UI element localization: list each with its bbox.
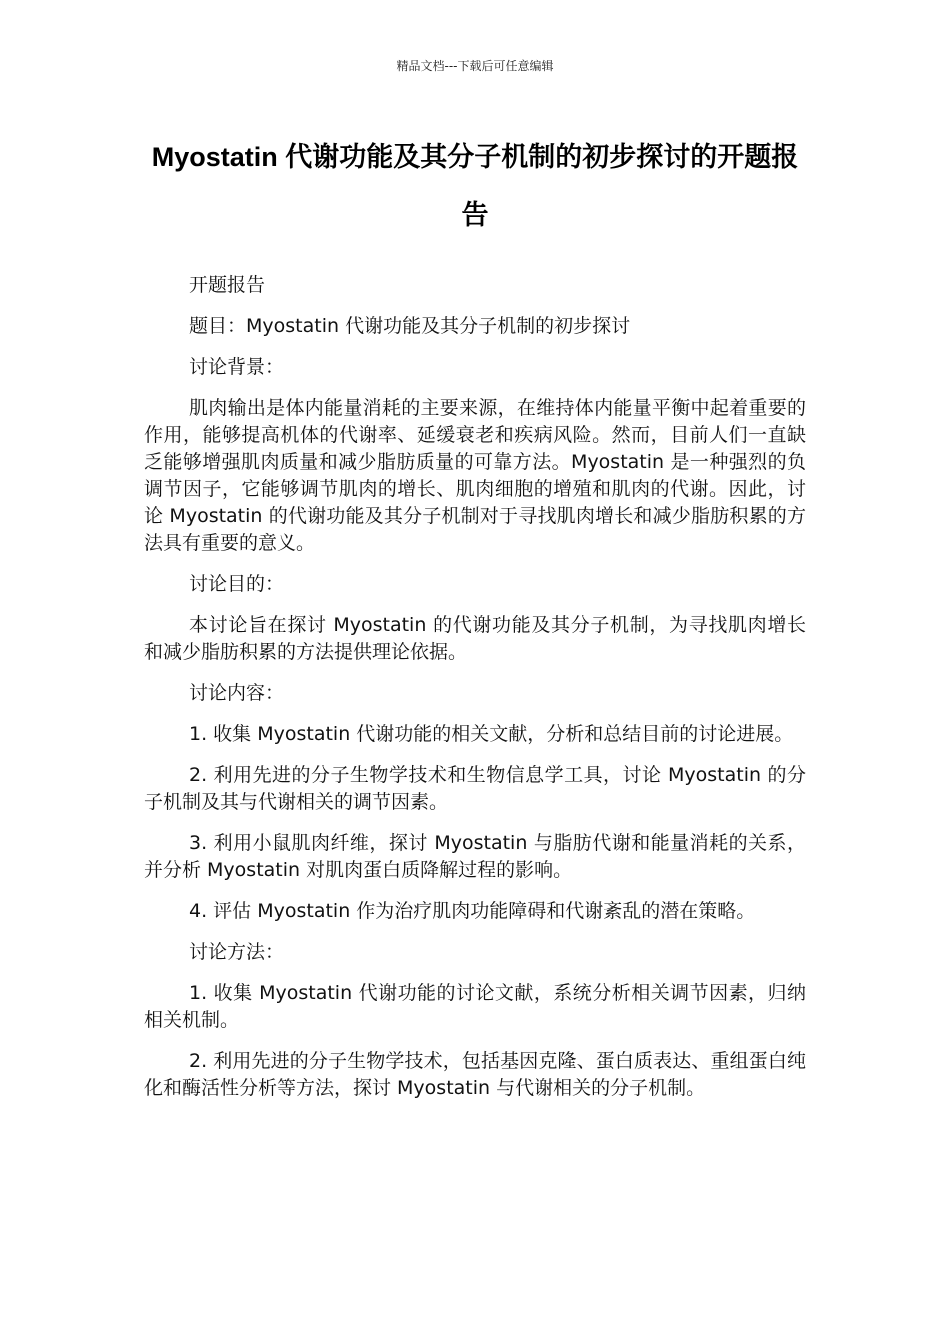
page-header-note: 精品文档---下载后可任意编辑 xyxy=(396,59,554,73)
background-heading: 讨论背景： xyxy=(189,356,285,378)
purpose-paragraph: 本讨论旨在探讨 Myostatin 的代谢功能及其分子机制，为寻找肌肉增长和减少脂肪积累的方法提供理论依据。 xyxy=(144,614,806,663)
content-item: 1. 收集 Myostatin 代谢功能的相关文献，分析和总结目前的讨论进展。 xyxy=(189,723,794,745)
document-title: Myostatin 代谢功能及其分子机制的初步探讨的开题报告 xyxy=(151,142,799,230)
content-item: 3. 利用小鼠肌肉纤维，探讨 Myostatin 与脂肪代谢和能量消耗的关系，并分析 Myostatin 对肌肉蛋白质降解过程的影响。 xyxy=(144,832,806,881)
content-heading: 讨论内容： xyxy=(189,682,285,704)
report-label: 开题报告 xyxy=(189,274,266,296)
purpose-heading: 讨论目的： xyxy=(189,573,285,595)
subject-line: 题目：Myostatin 代谢功能及其分子机制的初步探讨 xyxy=(189,315,631,337)
content-item: 2. 利用先进的分子生物学技术和生物信息学工具，讨论 Myostatin 的分子机制及其与代谢相关的调节因素。 xyxy=(144,764,806,813)
method-item: 1. 收集 Myostatin 代谢功能的讨论文献，系统分析相关调节因素，归纳相关机制。 xyxy=(144,982,806,1031)
document-body xyxy=(144,272,806,1116)
method-heading: 讨论方法： xyxy=(189,941,285,963)
content-item: 4. 评估 Myostatin 作为治疗肌肉功能障碍和代谢紊乱的潜在策略。 xyxy=(189,900,756,922)
method-item: 2. 利用先进的分子生物学技术，包括基因克隆、蛋白质表达、重组蛋白纯化和酶活性分析等方法，探讨 Myostatin 与代谢相关的分子机制。 xyxy=(144,1050,806,1099)
background-paragraph: 肌肉输出是体内能量消耗的主要来源，在维持体内能量平衡中起着重要的作用，能够提高机体的代谢率、延缓衰老和疾病风险。然而，目前人们一直缺乏能够增强肌肉质量和减少脂肪质量的可靠方法。Myostatin 是一种强烈的负调节因子，它能够调节肌肉的增长、肌肉细胞的增殖和肌肉的代谢。因此，讨论 Myostatin 的代谢功能及其分子机制对于寻找肌肉增长和减少脂肪积累的方法具有重要的意义。 xyxy=(144,397,806,554)
